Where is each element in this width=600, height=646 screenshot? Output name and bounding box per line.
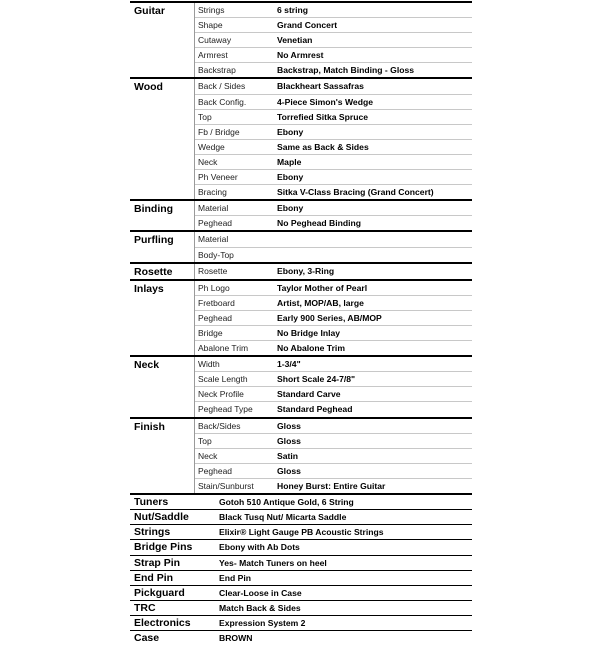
spec-label: Wedge bbox=[195, 139, 275, 154]
spec-row bbox=[130, 418, 472, 434]
spec-label: Top bbox=[195, 433, 275, 448]
spec-label: Back Config. bbox=[195, 94, 275, 109]
spec-label: Width bbox=[195, 356, 275, 372]
spec-value: Gloss bbox=[274, 418, 472, 434]
spec-label: Backstrap bbox=[195, 63, 275, 79]
spec-label: Fretboard bbox=[195, 295, 275, 310]
spec-label: Peghead Type bbox=[195, 402, 275, 418]
simple-row bbox=[130, 570, 472, 585]
spec-value: Blackheart Sassafras bbox=[274, 78, 472, 94]
simple-row bbox=[130, 616, 472, 631]
spec-value: Ebony bbox=[274, 170, 472, 185]
spec-label: Peghead bbox=[195, 463, 275, 478]
spec-simple-table bbox=[130, 493, 472, 646]
spec-value: No Abalone Trim bbox=[274, 341, 472, 357]
spec-value: Maple bbox=[274, 154, 472, 169]
spec-label: Neck bbox=[195, 448, 275, 463]
spec-label: Back/Sides bbox=[195, 418, 275, 434]
spec-value: Gotoh 510 Antique Gold, 6 String bbox=[216, 494, 472, 510]
spec-value: Standard Peghead bbox=[274, 402, 472, 418]
spec-label: Scale Length bbox=[195, 372, 275, 387]
spec-value: End Pin bbox=[216, 570, 472, 585]
spec-row bbox=[130, 200, 472, 216]
category-label: Nut/Saddle bbox=[130, 510, 216, 525]
spec-value: Black Tusq Nut/ Micarta Saddle bbox=[216, 510, 472, 525]
category-label: Electronics bbox=[130, 616, 216, 631]
spec-value: Ebony bbox=[274, 124, 472, 139]
category-label: Strings bbox=[130, 525, 216, 540]
spec-value: Satin bbox=[274, 448, 472, 463]
category-label: Guitar bbox=[130, 2, 195, 78]
spec-label: Shape bbox=[195, 18, 275, 33]
spec-value: Clear-Loose in Case bbox=[216, 585, 472, 600]
simple-row bbox=[130, 525, 472, 540]
spec-row bbox=[130, 231, 472, 247]
spec-value: 4-Piece Simon's Wedge bbox=[274, 94, 472, 109]
spec-value: Gloss bbox=[274, 433, 472, 448]
spec-value: Ebony, 3-Ring bbox=[274, 263, 472, 280]
category-label: End Pin bbox=[130, 570, 216, 585]
spec-value: Same as Back & Sides bbox=[274, 139, 472, 154]
spec-label: Back / Sides bbox=[195, 78, 275, 94]
spec-value: 6 string bbox=[274, 2, 472, 18]
spec-label: Ph Logo bbox=[195, 280, 275, 296]
spec-value: Honey Burst: Entire Guitar bbox=[274, 478, 472, 493]
spec-sheet bbox=[130, 1, 472, 646]
spec-label: Rosette bbox=[195, 263, 275, 280]
spec-label: Strings bbox=[195, 2, 275, 18]
spec-label: Fb / Bridge bbox=[195, 124, 275, 139]
spec-value: No Bridge Inlay bbox=[274, 325, 472, 340]
category-label: Pickguard bbox=[130, 585, 216, 600]
category-label: Strap Pin bbox=[130, 555, 216, 570]
spec-label: Stain/Sunburst bbox=[195, 478, 275, 493]
spec-label: Neck bbox=[195, 154, 275, 169]
category-label: Case bbox=[130, 631, 216, 646]
spec-value: Elixir® Light Gauge PB Acoustic Strings bbox=[216, 525, 472, 540]
spec-label: Peghead bbox=[195, 216, 275, 232]
spec-value: 1-3/4" bbox=[274, 356, 472, 372]
spec-label: Bridge bbox=[195, 325, 275, 340]
category-label: Purfling bbox=[130, 231, 195, 262]
spec-value: Taylor Mother of Pearl bbox=[274, 280, 472, 296]
simple-row bbox=[130, 540, 472, 555]
simple-row bbox=[130, 585, 472, 600]
spec-value: Standard Carve bbox=[274, 387, 472, 402]
spec-value: BROWN bbox=[216, 631, 472, 646]
spec-label: Armrest bbox=[195, 48, 275, 63]
spec-value bbox=[274, 247, 472, 263]
simple-row bbox=[130, 631, 472, 646]
spec-value: Short Scale 24-7/8" bbox=[274, 372, 472, 387]
spec-value: Sitka V-Class Bracing (Grand Concert) bbox=[274, 185, 472, 201]
spec-row bbox=[130, 280, 472, 296]
category-label: Rosette bbox=[130, 263, 195, 280]
spec-label: Bracing bbox=[195, 185, 275, 201]
spec-value: Gloss bbox=[274, 463, 472, 478]
spec-value: Artist, MOP/AB, large bbox=[274, 295, 472, 310]
spec-label: Cutaway bbox=[195, 33, 275, 48]
spec-label: Peghead bbox=[195, 310, 275, 325]
spec-value: Match Back & Sides bbox=[216, 601, 472, 616]
spec-label: Top bbox=[195, 109, 275, 124]
spec-value: Yes- Match Tuners on heel bbox=[216, 555, 472, 570]
spec-value: No Peghead Binding bbox=[274, 216, 472, 232]
spec-row bbox=[130, 78, 472, 94]
spec-label: Abalone Trim bbox=[195, 341, 275, 357]
spec-value: Torrefied Sitka Spruce bbox=[274, 109, 472, 124]
category-label: Neck bbox=[130, 356, 195, 417]
category-label: Wood bbox=[130, 78, 195, 200]
spec-grouped-table bbox=[130, 1, 472, 493]
category-label: Inlays bbox=[130, 280, 195, 356]
simple-row bbox=[130, 601, 472, 616]
category-label: TRC bbox=[130, 601, 216, 616]
spec-label: Body-Top bbox=[195, 247, 275, 263]
simple-row bbox=[130, 494, 472, 510]
spec-row bbox=[130, 2, 472, 18]
category-label: Bridge Pins bbox=[130, 540, 216, 555]
spec-row bbox=[130, 263, 472, 280]
spec-label: Material bbox=[195, 231, 275, 247]
spec-value: Backstrap, Match Binding - Gloss bbox=[274, 63, 472, 79]
spec-value: Venetian bbox=[274, 33, 472, 48]
spec-value: Ebony bbox=[274, 200, 472, 216]
simple-row bbox=[130, 510, 472, 525]
category-label: Binding bbox=[130, 200, 195, 231]
spec-value: Expression System 2 bbox=[216, 616, 472, 631]
spec-value: Early 900 Series, AB/MOP bbox=[274, 310, 472, 325]
simple-row bbox=[130, 555, 472, 570]
category-label: Tuners bbox=[130, 494, 216, 510]
spec-label: Ph Veneer bbox=[195, 170, 275, 185]
spec-label: Material bbox=[195, 200, 275, 216]
spec-value bbox=[274, 231, 472, 247]
spec-value: No Armrest bbox=[274, 48, 472, 63]
category-label: Finish bbox=[130, 418, 195, 493]
spec-label: Neck Profile bbox=[195, 387, 275, 402]
spec-value: Ebony with Ab Dots bbox=[216, 540, 472, 555]
spec-row bbox=[130, 356, 472, 372]
spec-value: Grand Concert bbox=[274, 18, 472, 33]
